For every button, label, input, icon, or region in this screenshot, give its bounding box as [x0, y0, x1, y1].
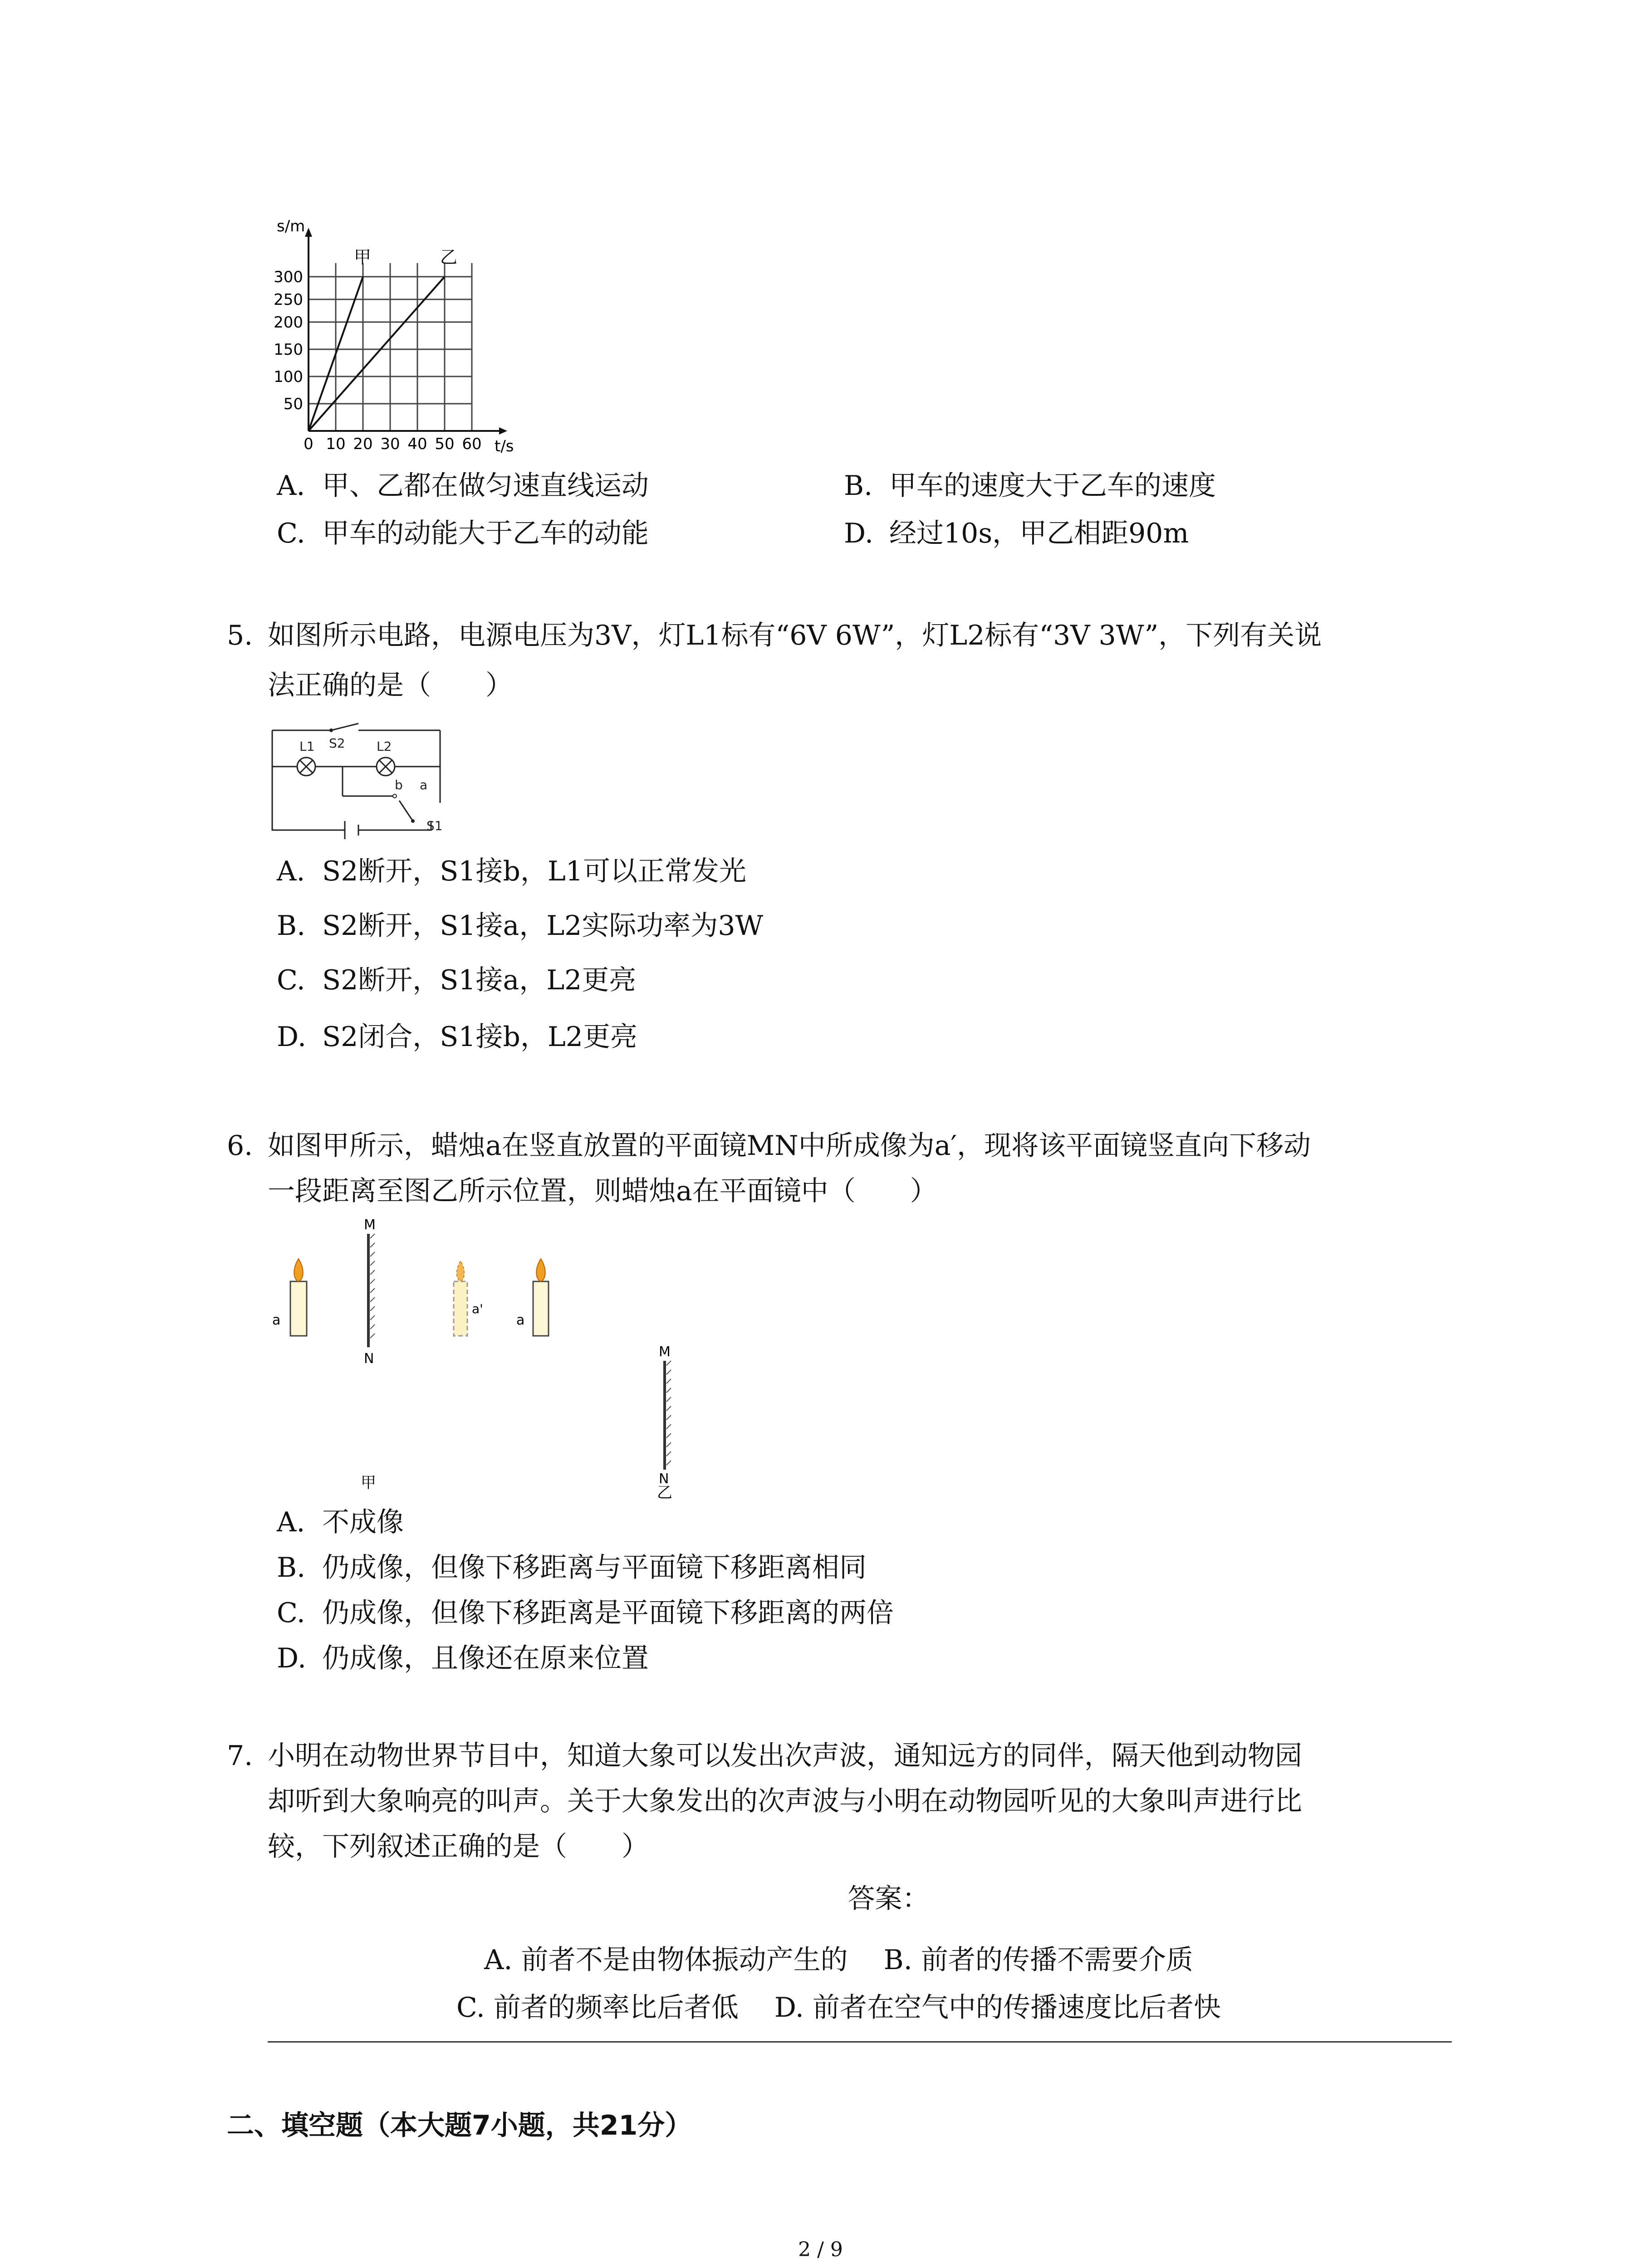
q7-stem-line1: 小明在动物世界节目中，知道大象可以发出次声波，通知远方的同伴，隔天他到动物园: [268, 1740, 1302, 1772]
y-tick-labels: [274, 268, 303, 413]
q5-option-b[interactable]: [277, 909, 763, 942]
q7-options-row1[interactable]: A. 前者不是由物体振动产生的 B. 前者的传播不需要介质: [484, 1944, 1193, 1976]
option-text: 甲车的速度大于乙车的速度: [889, 470, 1216, 502]
q7-number: 7.: [227, 1740, 253, 1772]
x-tick: 0: [304, 435, 314, 453]
page-number: 2 / 9: [798, 2238, 843, 2261]
q4-option-c[interactable]: [277, 517, 649, 550]
y-axis-label: s/m: [277, 218, 305, 235]
q5-option-c[interactable]: [277, 964, 636, 997]
option-text: 仍成像，且像还在原来位置: [322, 1642, 649, 1674]
figure-yi: [516, 1259, 672, 1501]
y-tick: 100: [274, 368, 303, 386]
q7-options-row2[interactable]: C. 前者的频率比后者低 D. 前者在空气中的传播速度比后者快: [456, 1992, 1221, 2024]
option-text: S2断开，S1接b，L1可以正常发光: [322, 855, 746, 887]
q6-option-c[interactable]: [277, 1597, 894, 1629]
q6-option-d[interactable]: [277, 1642, 649, 1675]
label-m-jia: M: [364, 1217, 376, 1233]
option-text: 甲、乙都在做匀速直线运动: [322, 470, 649, 502]
label-a-prime: a': [472, 1301, 483, 1316]
option-text: 经过10s，甲乙相距90m: [889, 518, 1189, 549]
circuit-diagram: [268, 717, 458, 839]
answer-label: 答案：: [847, 1883, 930, 1915]
label-n-yi: N: [659, 1471, 669, 1487]
option-letter: B.: [277, 910, 306, 942]
q6-stem-line1: 如图甲所示，蜡烛a在竖直放置的平面镜MN中所成像为a′，现将该平面镜竖直向下移动: [268, 1130, 1311, 1162]
x-tick: 40: [407, 435, 427, 453]
q4-option-d[interactable]: [844, 517, 1189, 550]
q5-option-a[interactable]: [277, 855, 746, 888]
q6-option-b[interactable]: [277, 1551, 867, 1584]
option-letter: C.: [277, 518, 305, 549]
caption-jia: 甲: [361, 1474, 376, 1492]
x-tick: 20: [353, 435, 373, 453]
option-letter: B.: [844, 470, 873, 502]
x-tick: 60: [462, 435, 482, 453]
caption-yi: 乙: [657, 1484, 672, 1501]
q4-option-a[interactable]: [277, 469, 649, 502]
label-a: a: [420, 777, 428, 792]
q6-number: 6.: [227, 1130, 253, 1162]
x-axis-label: t/s: [495, 437, 514, 455]
option-letter: A.: [277, 1506, 305, 1538]
x-tick: 30: [380, 435, 400, 453]
y-tick: 300: [274, 268, 303, 286]
figure-jia: [272, 1217, 483, 1492]
q7-stem-line2: 却听到大象响亮的叫声。关于大象发出的次声波与小明在动物园听见的大象叫声进行比: [268, 1785, 1302, 1817]
q7-stem-line3: 较，下列叙述正确的是（ ）: [268, 1831, 649, 1862]
label-n-jia: N: [364, 1351, 374, 1367]
section-title: 二、填空题（本大题7小题，共21分）: [227, 2110, 692, 2141]
mirror-figure: [263, 1216, 708, 1501]
option-text: 甲车的动能大于乙车的动能: [322, 518, 649, 549]
q5-number: 5.: [227, 620, 253, 651]
option-text: S2断开，S1接a，L2实际功率为3W: [322, 910, 764, 942]
divider-line: [268, 2041, 1452, 2043]
option-letter: A.: [277, 855, 305, 887]
distance-time-graph: [268, 218, 522, 463]
label-l2: L2: [377, 739, 392, 754]
x-tick-labels: [304, 435, 481, 453]
option-letter: C.: [277, 1597, 305, 1629]
label-yi: 乙: [440, 247, 458, 267]
option-text: 仍成像，但像下移距离是平面镜下移距离的两倍: [322, 1597, 894, 1629]
q5-stem-line2: 法正确的是（ ）: [268, 670, 513, 701]
label-s1: S1: [426, 818, 443, 833]
option-letter: C.: [277, 964, 305, 996]
label-m-yi: M: [659, 1344, 671, 1360]
x-tick: 10: [326, 435, 346, 453]
q4-option-b[interactable]: [844, 469, 1216, 502]
y-tick: 50: [283, 395, 303, 413]
label-b: b: [395, 777, 403, 792]
option-letter: D.: [277, 1021, 307, 1053]
option-letter: D.: [277, 1642, 307, 1674]
option-text: S2断开，S1接a，L2更亮: [322, 964, 637, 996]
y-tick: 200: [274, 313, 303, 332]
option-text: 不成像: [322, 1506, 404, 1538]
option-letter: B.: [277, 1552, 306, 1584]
q5-option-d[interactable]: [277, 1021, 637, 1053]
option-text: S2闭合，S1接b，L2更亮: [322, 1021, 637, 1053]
option-letter: A.: [277, 470, 305, 502]
option-letter: D.: [844, 518, 874, 549]
label-l1: L1: [299, 739, 315, 754]
q6-option-a[interactable]: [277, 1506, 404, 1539]
label-s2: S2: [329, 736, 345, 751]
label-a-jia: a: [272, 1312, 281, 1328]
label-a-yi: a: [516, 1312, 525, 1328]
x-tick: 50: [435, 435, 455, 453]
q5-stem-line1: 如图所示电路，电源电压为3V，灯L1标有“6V 6W”，灯L2标有“3V 3W”，下列有关说: [268, 620, 1322, 651]
y-tick: 150: [274, 341, 303, 359]
y-tick: 250: [274, 291, 303, 309]
option-text: 仍成像，但像下移距离与平面镜下移距离相同: [322, 1552, 867, 1584]
q6-stem-line2: 一段距离至图乙所示位置，则蜡烛a在平面镜中（ ）: [268, 1175, 937, 1207]
label-jia: 甲: [354, 247, 372, 267]
